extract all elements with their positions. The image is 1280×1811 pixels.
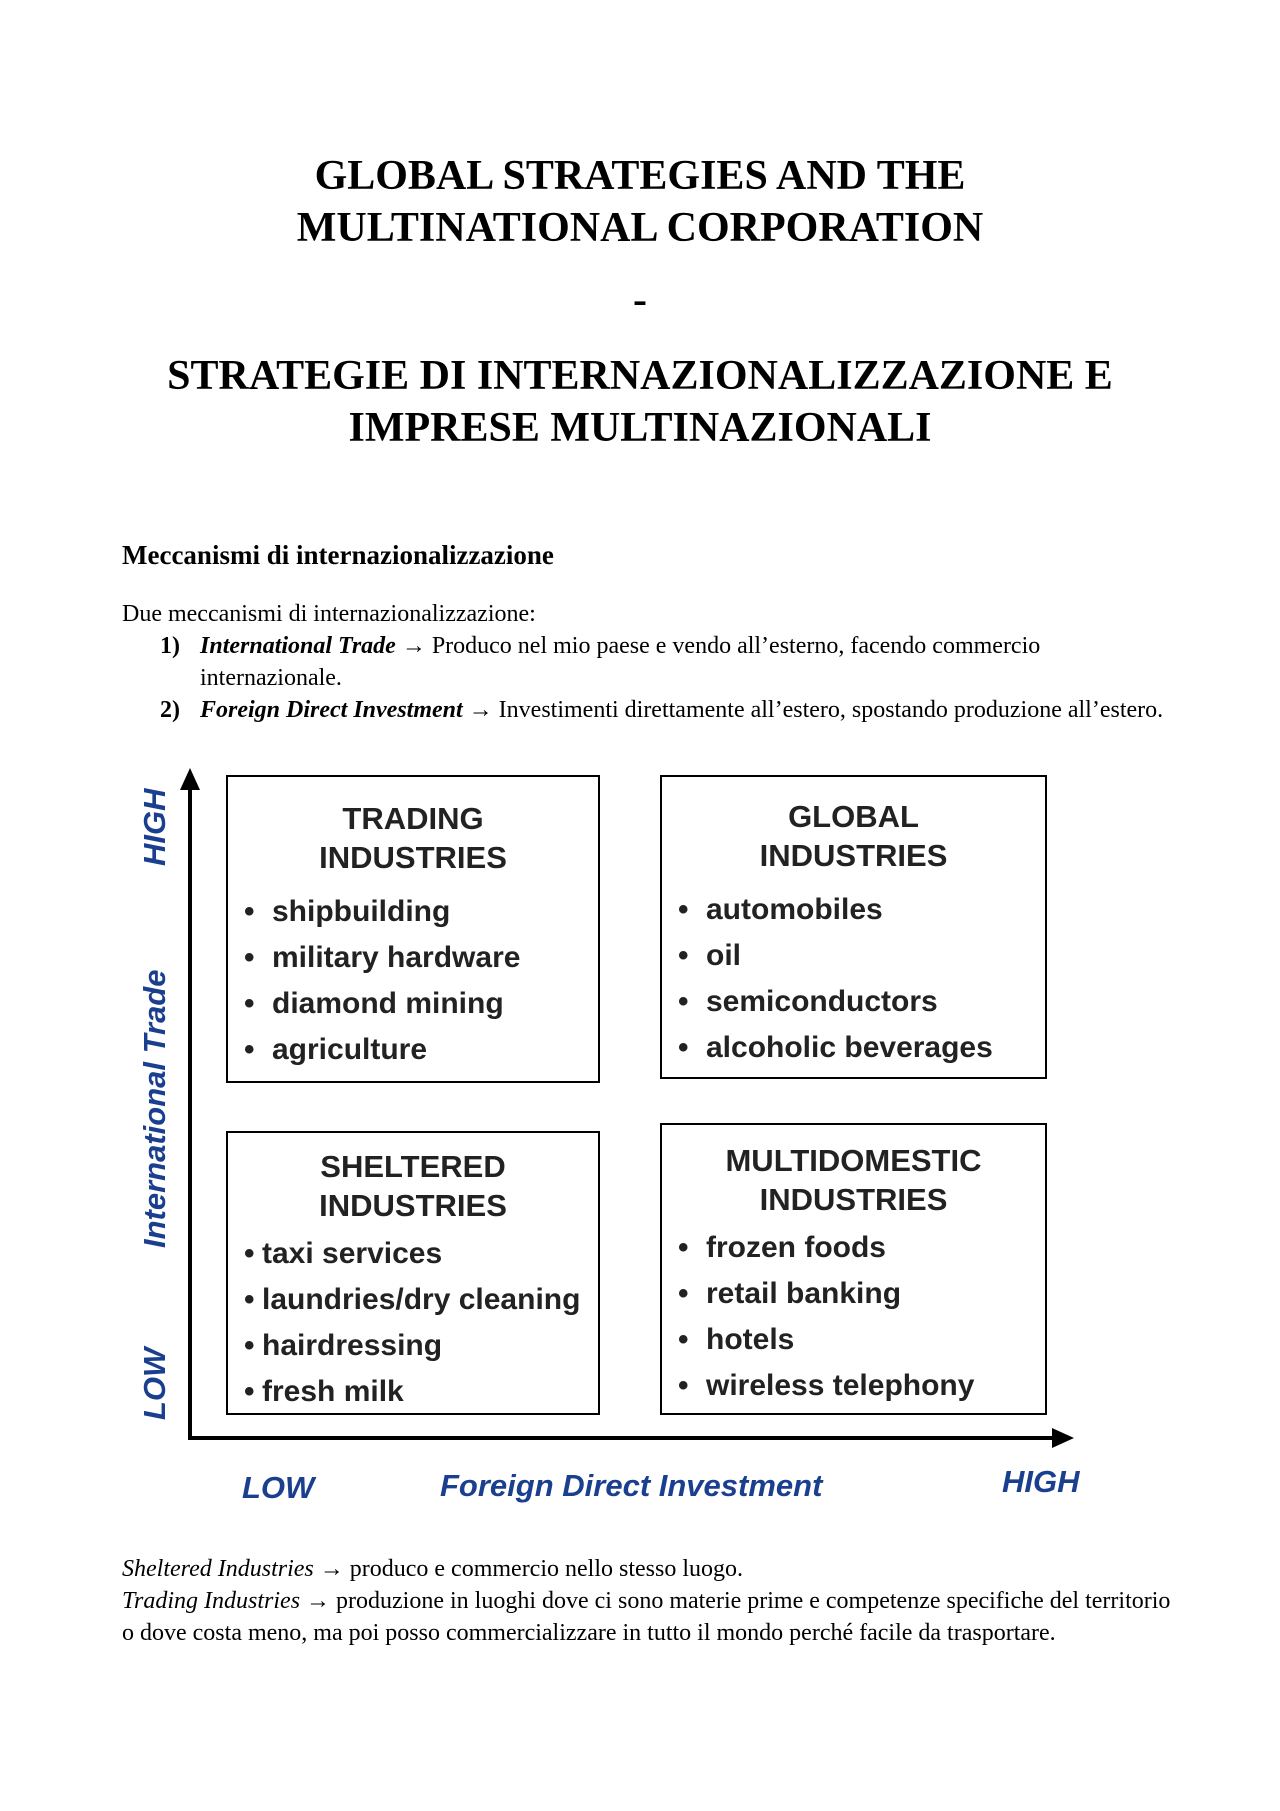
list-item: • agriculture xyxy=(244,1027,598,1073)
y-axis-arrow-icon xyxy=(180,768,200,790)
title-line-3: STRATEGIE DI INTERNAZIONALIZZAZIONE E xyxy=(167,353,1113,399)
list-item: • shipbuilding xyxy=(244,889,598,935)
section-heading: Meccanismi di internazionalizzazione xyxy=(122,540,554,570)
list-term: Foreign Direct Investment xyxy=(200,697,463,723)
list-item: • fresh milk xyxy=(244,1369,598,1415)
quadrant-title xyxy=(228,1147,598,1225)
list-number: 2) xyxy=(160,697,180,723)
list-item: • hotels xyxy=(678,1317,1045,1363)
quadrant-title-line-1: TRADING xyxy=(342,801,484,836)
arrow-icon: → xyxy=(468,697,493,723)
industry-list xyxy=(228,889,598,1073)
y-axis-low-label: LOW xyxy=(137,1347,172,1420)
industry-list xyxy=(662,887,1045,1071)
list-item: • oil xyxy=(678,933,1045,979)
industry-list xyxy=(662,1225,1045,1409)
list-number: 1) xyxy=(160,633,180,659)
arrow-icon: → xyxy=(401,633,426,659)
mechanism-list xyxy=(122,630,1172,726)
x-axis-title: Foreign Direct Investment xyxy=(440,1468,823,1503)
note-term: Sheltered Industries xyxy=(122,1556,314,1582)
list-item: • retail banking xyxy=(678,1271,1045,1317)
arrow-icon: → xyxy=(319,1556,344,1582)
note-term: Trading Industries xyxy=(122,1588,301,1614)
x-axis-low-label: LOW xyxy=(242,1470,315,1505)
quadrant-global-industries xyxy=(660,775,1047,1079)
quadrant-title-line-2: INDUSTRIES xyxy=(759,838,948,873)
note-trading xyxy=(122,1585,1172,1649)
list-item: • semiconductors xyxy=(678,979,1045,1025)
list-item: • alcoholic beverages xyxy=(678,1025,1045,1071)
list-item xyxy=(122,694,1172,726)
quadrant-title-line-1: SHELTERED xyxy=(320,1149,506,1184)
quadrant-title-line-2: INDUSTRIES xyxy=(319,1188,507,1223)
quadrant-sheltered-industries xyxy=(226,1131,600,1415)
intro-text: Due meccanismi di internazionalizzazione: xyxy=(122,601,536,627)
intro-paragraph xyxy=(122,598,1172,726)
note-text: produco e commercio nello stesso luogo. xyxy=(349,1556,743,1582)
quadrant-trading-industries xyxy=(226,775,600,1083)
list-text: Produco nel mio paese e vendo all’esterno, facendo commercio internazionale. xyxy=(200,633,1041,691)
quadrant-title xyxy=(228,799,598,877)
list-item: • frozen foods xyxy=(678,1225,1045,1271)
title-line-1: GLOBAL STRATEGIES AND THE xyxy=(314,153,966,199)
list-term: International Trade xyxy=(200,633,396,659)
y-axis-title: International Trade xyxy=(137,969,172,1248)
title-separator: - xyxy=(633,277,647,323)
list-item xyxy=(122,630,1172,694)
quadrant-title-line-2: INDUSTRIES xyxy=(759,1182,948,1217)
list-text: Investimenti direttamente all’estero, spostando produzione all’estero. xyxy=(498,697,1164,723)
quadrant-multidomestic-industries xyxy=(660,1123,1047,1415)
title-line-4: IMPRESE MULTINAZIONALI xyxy=(348,405,932,451)
y-axis-high-label: HIGH xyxy=(137,788,172,866)
industry-list xyxy=(228,1231,598,1415)
arrow-icon: → xyxy=(306,1588,331,1614)
quadrant-title-line-1: MULTIDOMESTIC xyxy=(725,1143,982,1178)
list-item: • taxi services xyxy=(244,1231,598,1277)
note-sheltered xyxy=(122,1553,1172,1585)
quadrant-title xyxy=(662,1141,1045,1219)
note-text: produzione in luoghi dove ci sono materie prime e competenze specifiche del territorio o dove costa meno, ma poi posso commercializzare in tutto il mondo perché facile da trasportare. xyxy=(122,1588,1171,1646)
list-item: • hairdressing xyxy=(244,1323,598,1369)
quadrant-title-line-1: GLOBAL xyxy=(788,799,919,834)
list-item: • wireless telephony xyxy=(678,1363,1045,1409)
x-axis-high-label: HIGH xyxy=(1002,1464,1080,1499)
list-item: • military hardware xyxy=(244,935,598,981)
list-item: • laundries/dry cleaning xyxy=(244,1277,598,1323)
title-line-2: MULTINATIONAL CORPORATION xyxy=(296,205,984,251)
list-item: • diamond mining xyxy=(244,981,598,1027)
quadrant-title-line-2: INDUSTRIES xyxy=(319,840,507,875)
notes-paragraph xyxy=(122,1553,1172,1649)
document-title xyxy=(0,150,1280,454)
quadrant-title xyxy=(662,797,1045,875)
x-axis-arrow-icon xyxy=(1052,1428,1074,1448)
list-item: • automobiles xyxy=(678,887,1045,933)
